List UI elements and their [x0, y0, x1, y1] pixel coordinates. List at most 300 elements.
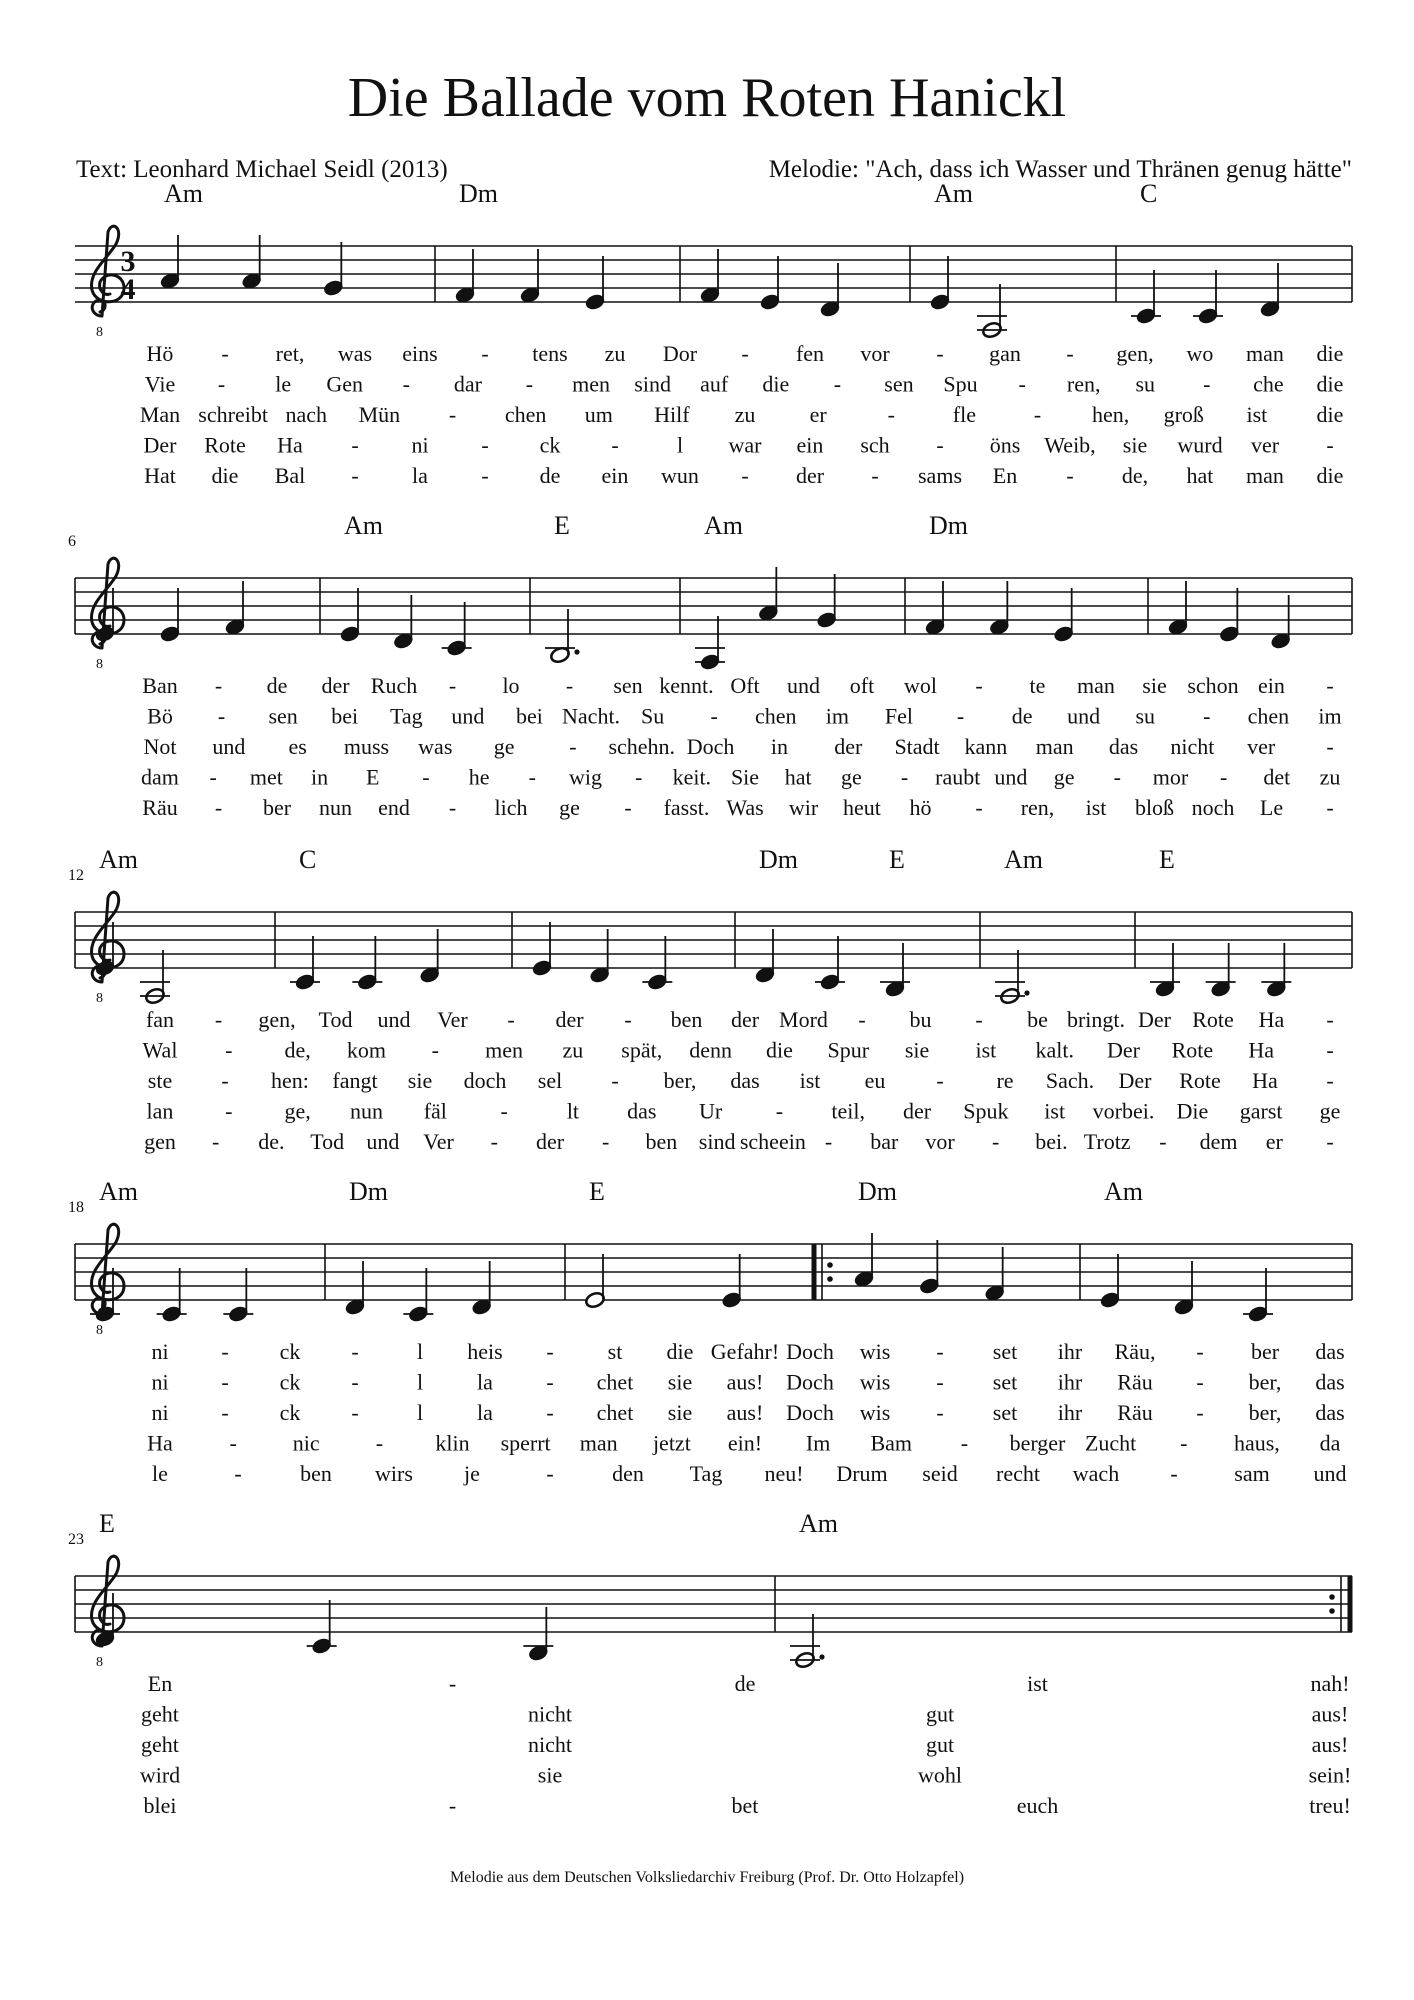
lyric-syllable: ni: [151, 1400, 169, 1425]
chord-symbol: E: [99, 1509, 115, 1538]
lyric-hyphen: -: [833, 371, 842, 397]
lyric-syllable: bei: [516, 703, 543, 729]
lyric-hyphen: -: [1326, 1007, 1334, 1032]
lyric-hyphen: -: [858, 1007, 866, 1032]
lyric-syllable: de,: [1121, 463, 1149, 488]
lyric-syllable: de: [1011, 703, 1033, 729]
lyric-syllable: Bö: [147, 703, 173, 729]
lyric-syllable: wis: [859, 1369, 891, 1395]
lyric-syllable: hen:: [271, 1068, 309, 1093]
lyric-syllable: l: [416, 1339, 424, 1364]
lyric-hyphen: -: [221, 1369, 229, 1395]
chord-symbol: Am: [1004, 845, 1043, 874]
lyric-hyphen: -: [1113, 764, 1121, 790]
lyric-syllable: wis: [859, 1339, 891, 1364]
lyric-syllable: Tag: [689, 1461, 723, 1486]
lyric-hyphen: -: [1326, 1129, 1334, 1154]
lyric-hyphen: -: [221, 1400, 229, 1425]
lyric-syllable: geht: [141, 1732, 179, 1757]
lyric-syllable: Gen: [326, 371, 364, 397]
lyric-syllable: Dor: [662, 341, 698, 366]
lyric-syllable: de.: [258, 1129, 285, 1154]
lyric-syllable: l: [676, 432, 684, 458]
chord-symbol: Am: [934, 179, 973, 208]
lyric-syllable: men: [572, 371, 610, 397]
lyric-syllable: in: [770, 734, 788, 759]
lyric-syllable: ben: [645, 1129, 678, 1154]
lyric-syllable: Tod: [318, 1007, 353, 1032]
lyric-syllable: be: [1027, 1007, 1048, 1032]
lyric-syllable: der: [903, 1098, 932, 1124]
lyric-syllable: kennt.: [659, 673, 714, 698]
lyric-syllable: de: [539, 463, 561, 488]
lyric-syllable: fle: [952, 402, 976, 427]
lyric-hyphen: -: [565, 673, 574, 698]
lyric-syllable: ben: [670, 1007, 703, 1032]
lyric-hyphen: -: [546, 1461, 554, 1486]
lyric-syllable: Räu: [142, 795, 178, 820]
lyric-syllable: ge: [1319, 1098, 1341, 1124]
lyric-hyphen: -: [569, 734, 577, 759]
lyric-syllable: sen: [613, 673, 643, 698]
lyric-syllable: mor: [1152, 764, 1189, 790]
lyric-syllable: geht: [141, 1701, 179, 1727]
lyric-syllable: sind: [698, 1129, 736, 1154]
repeat-dot: [827, 1262, 833, 1268]
lyric-syllable: zu: [1319, 764, 1341, 790]
lyric-syllable: nah!: [1310, 1671, 1350, 1696]
lyric-syllable: de,: [284, 1037, 311, 1063]
lyric-hyphen: -: [1326, 1037, 1334, 1063]
lyric-syllable: in: [310, 764, 329, 790]
lyric-syllable: Wal: [142, 1037, 178, 1063]
measure-number: 18: [68, 1199, 84, 1216]
lyric-syllable: Su: [641, 703, 665, 729]
lyric-syllable: man: [1246, 463, 1284, 488]
lyric-syllable: ge: [1053, 764, 1075, 790]
lyric-hyphen: -: [448, 1793, 457, 1818]
lyric-hyphen: -: [217, 371, 226, 397]
lyric-hyphen: -: [525, 371, 534, 397]
lyric-syllable: um: [584, 402, 613, 427]
repeat-dot: [827, 1276, 833, 1282]
lyric-syllable: sen: [268, 703, 298, 729]
clef-octave-mark: 8: [96, 991, 103, 1006]
time-signature-bottom: 4: [120, 273, 136, 306]
lyric-hyphen: -: [975, 673, 983, 698]
chord-symbol: C: [299, 845, 317, 874]
lyric-syllable: raubt: [935, 764, 981, 790]
clef-octave-mark: 8: [96, 1323, 103, 1338]
lyric-hyphen: -: [1326, 1068, 1334, 1093]
lyric-syllable: Trotz: [1083, 1129, 1131, 1154]
lyric-hyphen: -: [975, 1007, 983, 1032]
lyric-syllable: Weib,: [1044, 432, 1096, 458]
lyric-syllable: chen: [504, 402, 547, 427]
lyric-syllable: wo: [1186, 341, 1214, 366]
lyric-syllable: fasst.: [663, 795, 710, 820]
lyric-syllable: es: [288, 734, 307, 759]
lyric-hyphen: -: [431, 1037, 439, 1063]
lyric-syllable: der: [321, 673, 350, 698]
chord-symbol: E: [1159, 845, 1175, 874]
lyric-syllable: Mün: [358, 402, 401, 427]
lyric-hyphen: -: [936, 432, 944, 458]
lyric-syllable: Im: [805, 1430, 831, 1456]
footer-note: Melodie aus dem Deutschen Volksliedarchiv Freiburg (Prof. Dr. Otto Holzapfel): [449, 1869, 965, 1886]
lyric-syllable: ver: [1247, 734, 1276, 759]
lyric-hyphen: -: [1159, 1129, 1167, 1154]
lyric-syllable: Sach.: [1045, 1068, 1095, 1093]
lyric-syllable: öns: [989, 432, 1021, 458]
lyric-syllable: ist: [975, 1037, 997, 1063]
lyric-hyphen: -: [217, 703, 226, 729]
lyric-syllable: En: [147, 1671, 173, 1696]
lyric-syllable: end: [378, 795, 410, 820]
lyric-syllable: nicht: [1170, 734, 1215, 759]
lyric-syllable: dem: [1199, 1129, 1238, 1154]
lyric-syllable: he: [468, 764, 490, 790]
lyric-syllable: seid: [922, 1461, 958, 1486]
lyric-syllable: da: [1319, 1430, 1341, 1456]
lyric-syllable: keit.: [672, 764, 712, 790]
lyric-syllable: men: [485, 1037, 524, 1063]
lyric-hyphen: -: [481, 463, 489, 488]
lyric-hyphen: -: [710, 703, 718, 729]
lyric-hyphen: -: [824, 1129, 833, 1154]
lyric-syllable: le: [152, 1461, 168, 1486]
lyric-hyphen: -: [634, 764, 643, 790]
lyric-syllable: bar: [870, 1129, 899, 1154]
lyric-syllable: sperrt: [500, 1430, 551, 1456]
lyric-syllable: ge: [840, 764, 862, 790]
lyric-syllable: wun: [661, 463, 699, 488]
lyric-syllable: hat: [784, 764, 812, 790]
clef-octave-mark: 8: [96, 325, 103, 340]
lyric-syllable: dam: [141, 764, 179, 790]
lyric-syllable: den: [612, 1461, 644, 1486]
chord-symbol: Dm: [459, 179, 498, 208]
lyric-syllable: Drum: [836, 1461, 888, 1486]
lyric-syllable: Der: [143, 432, 177, 458]
chord-symbol: E: [589, 1177, 605, 1206]
lyric-syllable: dar: [453, 371, 482, 397]
lyric-syllable: zu: [604, 341, 626, 366]
lyric-syllable: heis: [467, 1339, 503, 1364]
lyric-syllable: chet: [596, 1369, 634, 1395]
lyric-syllable: la: [412, 463, 428, 488]
lyric-hyphen: -: [209, 764, 217, 790]
text-credit: Text: Leonhard Michael Seidl (2013): [76, 156, 448, 183]
lyric-hyphen: -: [1326, 673, 1334, 698]
lyric-syllable: de: [734, 1671, 756, 1696]
lyric-syllable: die: [1316, 463, 1344, 488]
lyric-hyphen: -: [1203, 371, 1211, 397]
lyric-syllable: der: [795, 463, 825, 488]
lyric-syllable: la: [477, 1369, 493, 1395]
lyric-hyphen: -: [225, 1098, 233, 1124]
lyric-hyphen: -: [214, 1007, 223, 1032]
lyric-syllable: Le: [1259, 795, 1284, 820]
lyric-syllable: ck: [279, 1400, 301, 1425]
lyric-syllable: kann: [964, 734, 1008, 759]
lyric-syllable: heut: [843, 795, 881, 820]
lyric-syllable: zu: [734, 402, 756, 427]
lyric-syllable: Spuk: [963, 1098, 1009, 1124]
lyric-syllable: teil,: [831, 1098, 866, 1124]
lyric-syllable: ist: [1044, 1098, 1066, 1124]
lyric-syllable: ni: [151, 1369, 169, 1395]
lyric-syllable: der: [834, 734, 863, 759]
lyric-syllable: Hilf: [654, 402, 690, 427]
lyric-syllable: hö: [909, 795, 932, 820]
lyric-syllable: Hö: [146, 341, 174, 366]
lyric-syllable: st: [607, 1339, 623, 1364]
lyric-syllable: und: [787, 673, 820, 698]
chord-symbol: Am: [99, 845, 138, 874]
lyric-syllable: die: [1316, 341, 1344, 366]
lyric-syllable: sen: [884, 371, 914, 397]
chord-symbol: Dm: [759, 845, 798, 874]
lyric-syllable: ge: [559, 795, 580, 820]
lyric-syllable: das: [627, 1098, 657, 1124]
lyric-syllable: im: [1318, 703, 1342, 729]
lyric-syllable: gut: [925, 1732, 955, 1757]
lyric-syllable: l: [416, 1369, 424, 1395]
lyric-hyphen: -: [229, 1430, 237, 1456]
chord-symbol: E: [554, 511, 570, 540]
lyric-syllable: je: [464, 1461, 480, 1486]
lyric-syllable: die: [1316, 402, 1344, 427]
lyric-syllable: wol: [904, 673, 937, 698]
lyric-hyphen: -: [214, 795, 223, 820]
lyric-syllable: Gefahr!: [710, 1339, 780, 1364]
lyric-syllable: Ha: [1252, 1068, 1278, 1093]
lyric-syllable: treu!: [1309, 1793, 1351, 1818]
lyric-syllable: Bal: [274, 463, 306, 488]
lyric-hyphen: -: [1033, 402, 1042, 427]
lyric-hyphen: -: [546, 1400, 554, 1425]
lyric-syllable: sein!: [1308, 1762, 1352, 1788]
lyric-syllable: la: [477, 1400, 493, 1425]
lyric-syllable: Hat: [144, 463, 176, 488]
lyric-syllable: ihr: [1057, 1369, 1083, 1395]
lyric-syllable: set: [992, 1369, 1018, 1395]
lyric-hyphen: -: [528, 764, 536, 790]
lyric-syllable: und: [377, 1007, 411, 1032]
lyric-syllable: aus!: [1311, 1701, 1349, 1727]
lyric-syllable: Der: [1118, 1068, 1152, 1093]
lyric-syllable: su: [1135, 371, 1156, 397]
lyric-syllable: bringt.: [1066, 1007, 1126, 1032]
lyric-syllable: Ban: [142, 673, 178, 698]
lyric-syllable: sch: [860, 432, 890, 458]
lyric-syllable: sie: [1122, 432, 1148, 458]
lyric-syllable: En: [992, 463, 1018, 488]
lyric-hyphen: -: [234, 1461, 242, 1486]
lyric-syllable: ein: [796, 432, 824, 458]
lyric-syllable: sie: [1142, 673, 1167, 698]
lyric-syllable: Sie: [730, 764, 760, 790]
lyric-syllable: ver: [1250, 432, 1280, 458]
chord-symbol: Dm: [858, 1177, 897, 1206]
lyric-syllable: groß: [1163, 402, 1204, 427]
lyric-syllable: sie: [904, 1037, 930, 1063]
lyric-hyphen: -: [624, 1007, 632, 1032]
lyric-hyphen: -: [741, 341, 749, 366]
lyric-syllable: wirs: [375, 1461, 413, 1486]
lyric-syllable: l: [416, 1400, 424, 1425]
lyric-syllable: was: [337, 341, 373, 366]
lyric-syllable: sam: [1234, 1461, 1270, 1486]
lyric-syllable: fangt: [332, 1068, 378, 1093]
lyric-syllable: hen,: [1091, 402, 1130, 427]
lyric-syllable: ein!: [727, 1430, 763, 1456]
lyric-syllable: wig: [568, 764, 602, 790]
lyric-syllable: scheein: [739, 1129, 806, 1154]
lyric-syllable: che: [1253, 371, 1284, 397]
lyric-syllable: te: [1029, 673, 1046, 698]
lyric-hyphen: -: [402, 371, 410, 397]
lyric-syllable: Räu: [1117, 1369, 1153, 1395]
lyric-syllable: Ha: [1248, 1037, 1275, 1063]
lyric-syllable: ber: [262, 795, 292, 820]
lyric-syllable: Fel: [884, 703, 914, 729]
lyric-syllable: ck: [539, 432, 561, 458]
lyric-syllable: auf: [700, 371, 729, 397]
lyric-syllable: Doch: [786, 1369, 834, 1395]
lyric-syllable: Man: [139, 402, 181, 427]
lyric-hyphen: -: [602, 1129, 610, 1154]
lyric-syllable: Räu,: [1114, 1339, 1156, 1364]
lyric-syllable: Ha: [147, 1430, 173, 1456]
clef-octave-mark: 8: [96, 1655, 103, 1670]
lyric-syllable: lt: [566, 1098, 580, 1124]
lyric-syllable: Ver: [423, 1129, 454, 1154]
lyric-syllable: ni: [151, 1339, 169, 1364]
lyric-syllable: sie: [407, 1068, 433, 1093]
lyric-syllable: Oft: [730, 673, 760, 698]
lyric-syllable: Nacht.: [562, 703, 621, 729]
lyric-syllable: lo: [502, 673, 520, 698]
lyric-syllable: aus!: [726, 1400, 764, 1425]
lyric-syllable: Spur: [827, 1037, 870, 1063]
chord-symbol: Am: [99, 1177, 138, 1206]
lyric-syllable: wohl: [918, 1762, 962, 1788]
lyric-syllable: Not: [143, 734, 177, 759]
lyric-syllable: gen,: [1116, 341, 1154, 366]
lyric-syllable: und: [994, 764, 1028, 790]
lyric-hyphen: -: [1203, 703, 1211, 729]
lyric-syllable: wis: [859, 1400, 891, 1425]
lyric-syllable: jetzt: [652, 1430, 691, 1456]
lyric-syllable: fan: [145, 1007, 175, 1032]
lyric-hyphen: -: [481, 341, 489, 366]
lyric-hyphen: -: [975, 795, 983, 820]
lyric-hyphen: -: [624, 795, 632, 820]
lyric-hyphen: -: [1170, 1461, 1178, 1486]
chord-symbol: C: [1140, 179, 1158, 208]
repeat-dot: [1329, 1594, 1335, 1600]
lyric-syllable: gan: [989, 341, 1021, 366]
lyric-syllable: su: [1135, 703, 1156, 729]
lyric-syllable: ck: [279, 1369, 301, 1395]
lyric-syllable: und: [451, 703, 485, 729]
lyric-syllable: wach: [1072, 1461, 1120, 1486]
lyric-syllable: das: [1315, 1369, 1345, 1395]
lyric-syllable: Doch: [686, 734, 735, 759]
lyric-syllable: ist: [1246, 402, 1268, 427]
lyric-syllable: ist: [1085, 795, 1107, 820]
lyric-hyphen: -: [448, 1671, 457, 1696]
lyric-syllable: ein: [1258, 673, 1285, 698]
lyric-syllable: vor: [860, 341, 890, 366]
lyric-syllable: Tod: [310, 1129, 345, 1154]
lyric-syllable: chen: [755, 703, 797, 729]
lyric-syllable: ste: [147, 1068, 173, 1093]
lyric-hyphen: -: [1018, 371, 1026, 397]
lyric-hyphen: -: [351, 463, 359, 488]
lyric-syllable: hat: [1186, 463, 1214, 488]
lyric-syllable: zu: [562, 1037, 584, 1063]
lyric-syllable: das: [730, 1068, 760, 1093]
lyric-syllable: bei: [331, 703, 359, 729]
lyric-syllable: nun: [319, 795, 352, 820]
lyric-syllable: sams: [918, 463, 962, 488]
lyric-hyphen: -: [481, 432, 489, 458]
lyric-hyphen: -: [351, 1400, 359, 1425]
lyric-syllable: bei.: [1035, 1129, 1068, 1154]
lyric-syllable: aus!: [726, 1369, 764, 1395]
lyric-syllable: was: [418, 734, 453, 759]
lyric-syllable: die: [762, 371, 790, 397]
lyric-syllable: Ruch: [370, 673, 418, 698]
lyric-syllable: wir: [788, 795, 819, 820]
lyric-syllable: Spu: [943, 371, 978, 397]
lyric-hyphen: -: [611, 1068, 619, 1093]
lyric-syllable: nic: [292, 1430, 320, 1456]
lyric-syllable: ihr: [1057, 1339, 1083, 1364]
dot: [819, 1654, 824, 1659]
lyric-syllable: nicht: [528, 1701, 572, 1727]
lyric-hyphen: -: [1196, 1400, 1204, 1425]
lyric-hyphen: -: [448, 402, 457, 427]
lyric-syllable: ni: [411, 432, 429, 458]
lyric-hyphen: -: [448, 795, 457, 820]
chord-symbol: Am: [344, 511, 383, 540]
lyric-hyphen: -: [775, 1098, 784, 1124]
chord-symbol: Am: [799, 1509, 838, 1538]
lyric-syllable: ben: [300, 1461, 332, 1486]
lyric-syllable: und: [1067, 703, 1101, 729]
lyric-hyphen: -: [221, 1339, 229, 1364]
lyric-syllable: Vie: [144, 371, 176, 397]
lyric-syllable: das: [1315, 1339, 1345, 1364]
lyric-syllable: oft: [849, 673, 875, 698]
lyric-syllable: Der: [1107, 1037, 1141, 1063]
lyric-hyphen: -: [1196, 1339, 1204, 1364]
lyric-syllable: man: [1246, 341, 1284, 366]
lyric-syllable: muss: [343, 734, 390, 759]
lyric-syllable: die: [1316, 371, 1344, 397]
lyric-syllable: wird: [139, 1762, 181, 1788]
lyric-syllable: eu: [864, 1068, 886, 1093]
dot: [1024, 990, 1029, 995]
lyric-syllable: das: [1315, 1400, 1345, 1425]
chord-symbol: Am: [704, 511, 743, 540]
lyric-hyphen: -: [1326, 734, 1334, 759]
lyric-syllable: haus,: [1233, 1430, 1280, 1456]
